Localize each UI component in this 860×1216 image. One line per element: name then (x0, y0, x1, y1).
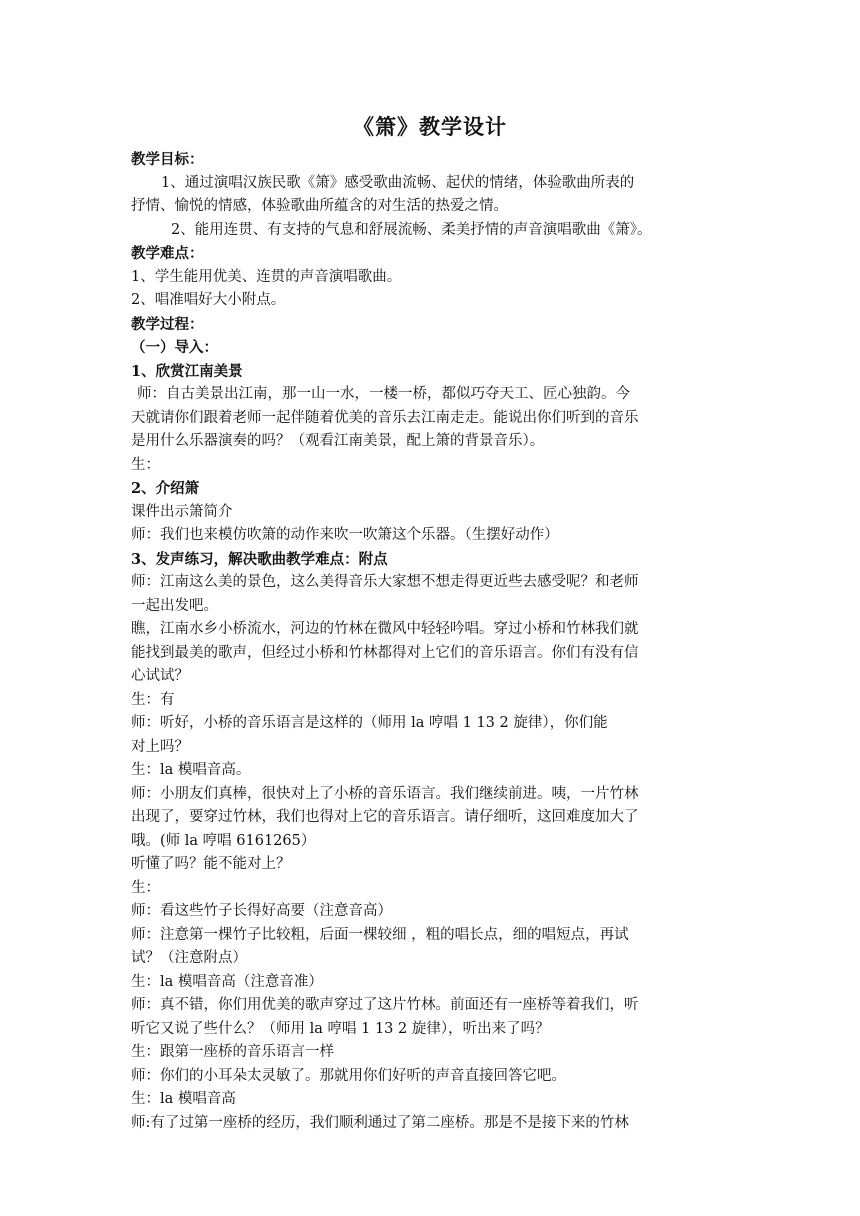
section-heading: 教学过程： (131, 315, 204, 333)
paragraph-line: 抒情、愉悦的情感，体验歌曲所蕴含的对生活的热爱之情。 (131, 198, 508, 214)
paragraph-line: 师：看这些竹子长得好高要（注意音高） (131, 903, 392, 919)
paragraph-line: 生： (131, 456, 160, 473)
paragraph-line: 师：我们也来模仿吹箫的动作来吹一吹箫这个乐器。（生摆好动作） (131, 527, 559, 543)
page-title: 《箫》教学设计 (353, 114, 507, 139)
section-heading: （一）导入： (131, 339, 218, 356)
paragraph-line: 师：听好，小桥的音乐语言是这样的（师用 la 哼唱 1 13 2 旋律），你们能 (131, 715, 608, 731)
section-heading: 2、介绍箫 (131, 480, 200, 497)
paragraph-line: 生：la 模唱音高（注意音准） (131, 973, 323, 990)
paragraph-line: 师：注意第一棵竹子比较粗，后面一棵较细 ，粗的唱长点，细的唱短点，再试 (131, 926, 629, 943)
section-heading: 3、发声练习，解决歌曲教学难点：附点 (131, 550, 388, 568)
paragraph-line: 师:有了过第一座桥的经历，我们顺利通过了第二座桥。那是不是接下来的竹林 (131, 1114, 629, 1131)
paragraph-line: 师：你们的小耳朵太灵敏了。那就用你们好听的声音直接回答它吧。 (131, 1067, 566, 1084)
paragraph-line: 生：la 模唱音高 (131, 1091, 236, 1107)
paragraph-line: 心试试？ (131, 668, 189, 684)
paragraph-line: 是用什么乐器演奏的吗？（观看江南美景，配上箫的背景音乐）。 (131, 433, 545, 449)
paragraph-line: 听它又说了些什么？（师用 la 哼唱 1 13 2 旋律），听出来了吗？ (131, 1020, 550, 1037)
paragraph-line: 听懂了吗？能不能对上？ (131, 856, 291, 872)
paragraph-line: 生：有 (131, 691, 175, 708)
paragraph-line: 生：跟第一座桥的音乐语言一样 (131, 1044, 334, 1060)
document-body (131, 148, 731, 1135)
section-heading: 1、欣赏江南美景 (131, 362, 243, 380)
paragraph-line: 试？（注意附点） (131, 950, 247, 966)
paragraph-line: 师：真不错，你们用优美的歌声穿过了这片竹林。前面还有一座桥等着我们，听 (131, 997, 639, 1013)
paragraph-line: 瞧，江南水乡小桥流水，河边的竹林在微风中轻轻吟唱。穿过小桥和竹林我们就 (131, 621, 639, 637)
paragraph-line: 师：自古美景出江南，那一山一水，一楼一桥，都似巧夺天工、匠心独韵。今 (137, 386, 630, 402)
paragraph-line: 生：la 模唱音高。 (131, 762, 251, 778)
paragraph-line: 能找到最美的歌声，但经过小桥和竹林都得对上它们的音乐语言。你们有没有信 (131, 644, 639, 661)
paragraph-line: 对上吗？ (131, 738, 189, 755)
paragraph-line: 师：江南这么美的景色，这么美得音乐大家想不想走得更近些去感受呢？和老师 (131, 574, 639, 590)
section-heading: 教学目标： (131, 151, 204, 168)
paragraph-line: 1、通过演唱汉族民歌《箫》感受歌曲流畅、起伏的情绪，体验歌曲所表的 (161, 174, 635, 191)
paragraph-line: 天就请你们跟着老师一起伴随着优美的音乐去江南走走。能说出你们听到的音乐 (131, 409, 639, 426)
paragraph-line: 师：小朋友们真棒，很快对上了小桥的音乐语言。我们继续前进。咦，一片竹林 (131, 785, 639, 802)
paragraph-line: 出现了，要穿过竹林，我们也得对上它的音乐语言。请仔细听，这回难度加大了 (131, 809, 639, 825)
paragraph-line: 1、学生能用优美、连贯的声音演唱歌曲。 (131, 268, 402, 285)
paragraph-line: 课件出示箫简介 (131, 503, 233, 520)
paragraph-line: 生： (131, 879, 160, 896)
paragraph-line: 2、能用连贯、有支持的气息和舒展流畅、柔美抒情的声音演唱歌曲《箫》。 (171, 221, 652, 238)
paragraph-line: 哦。(师 la 哼唱 6161265） (131, 832, 316, 849)
paragraph-line: 一起出发吧。 (131, 597, 218, 614)
paragraph-line: 2、唱准唱好大小附点。 (131, 292, 286, 308)
section-heading: 教学难点： (131, 245, 204, 262)
